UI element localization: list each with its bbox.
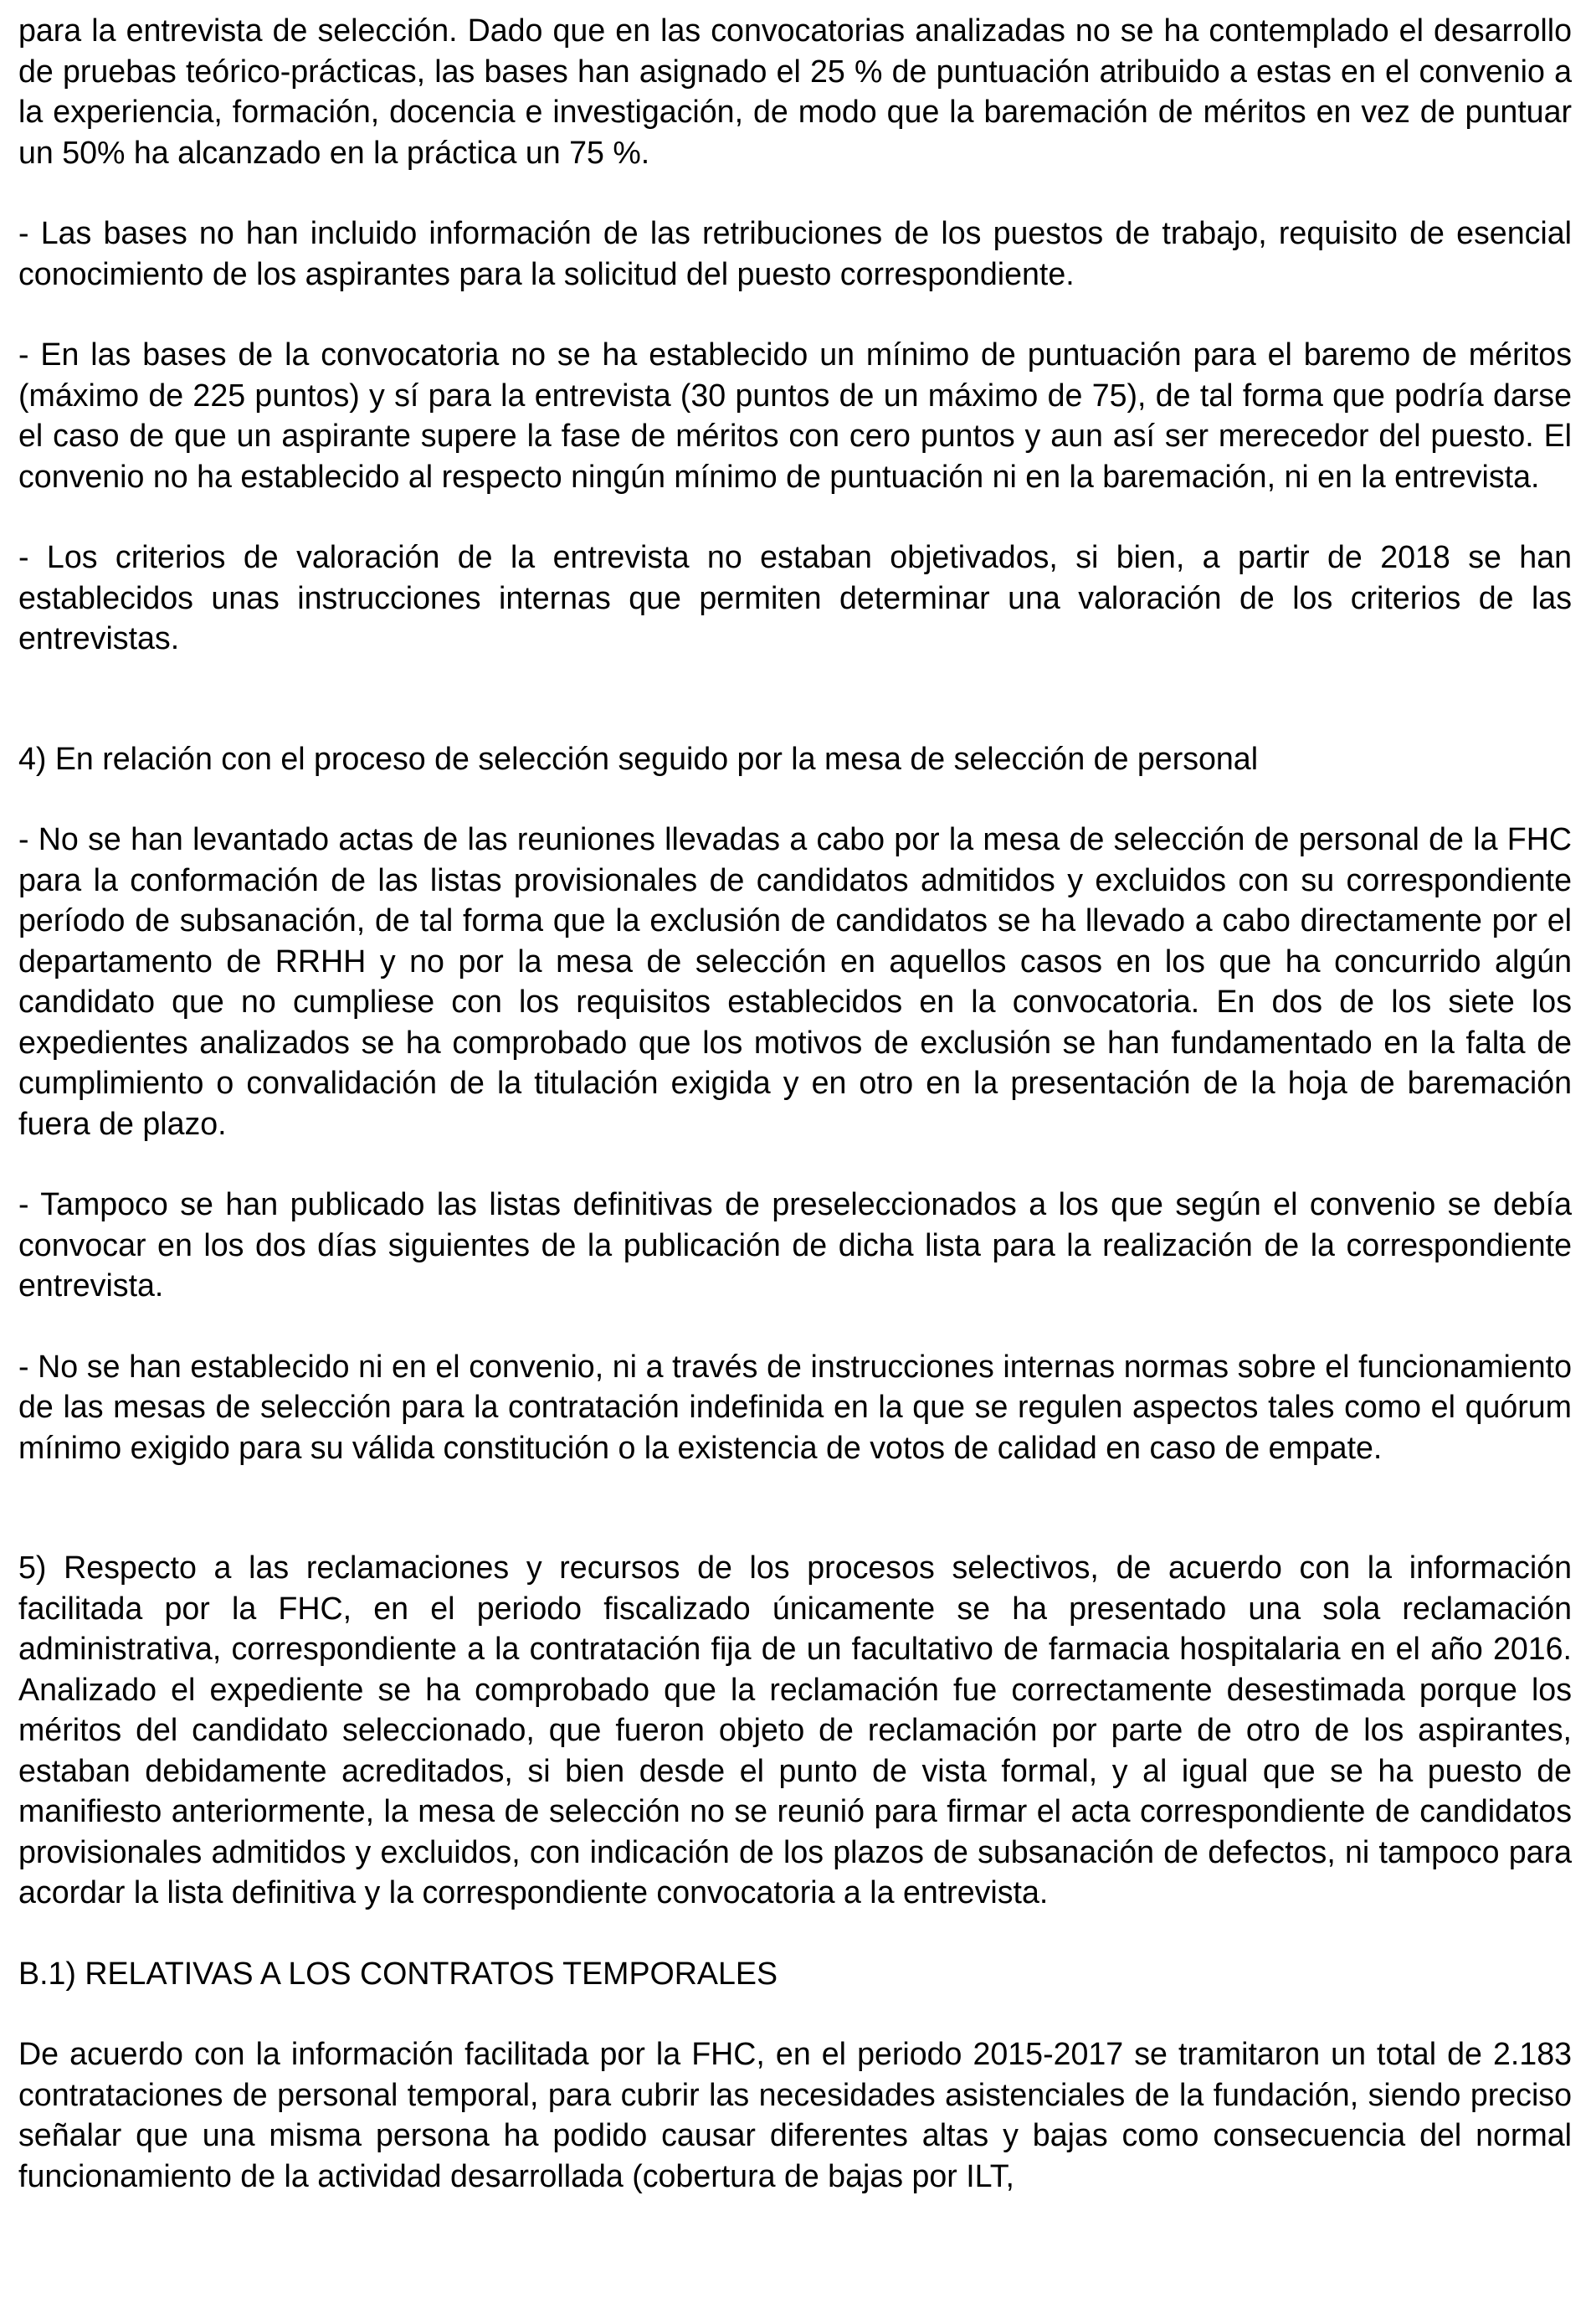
paragraph-criterios-valoracion: - Los criterios de valoración de la entrevista no estaban objetivados, si bien, a partir de 2018 se han establecidos unas instrucciones internas que permiten determinar una valoración de los criterios de las entrevistas. — [18, 539, 1572, 656]
section-heading-b1: B.1) RELATIVAS A LOS CONTRATOS TEMPORALES — [18, 1955, 778, 1991]
paragraph-listas-definitivas: - Tampoco se han publicado las listas definitivas de preseleccionados a los que según el convenio se debía convocar en los dos días siguientes de la publicación de dicha lista para la realización de la correspondiente entrevista. — [18, 1186, 1572, 1303]
paragraph-minimo-puntuacion: - En las bases de la convocatoria no se ha establecido un mínimo de puntuación para el baremo de méritos (máximo de 225 puntos) y sí para la entrevista (30 puntos de un máximo de 75), de tal forma que podría darse el caso de que un aspirante supere la fase de méritos con cero puntos y aun así ser merecedor del puesto. El convenio no ha establecido al respecto ningún mínimo de puntuación ni en la baremación, ni en la entrevista. — [18, 337, 1572, 494]
paragraph-reclamaciones: 5) Respecto a las reclamaciones y recursos de los procesos selectivos, de acuerdo con la información facilitada por la FHC, en el periodo fiscalizado únicamente se ha presentado una sola reclamación administrativa, correspondiente a la contratación fija de un facultativo de farmacia hospitalaria en el año 2016. Analizado el expediente se ha comprobado que la reclamación fue correctamente desestimada porque los méritos del candidato seleccionado, que fueron objeto de reclamación por parte de otro de los aspirantes, estaban debidamente acreditados, si bien desde el punto de vista formal, y al igual que se ha puesto de manifiesto anteriormente, la mesa de selección no se reunió para firmar el acta correspondiente de candidatos provisionales admitidos y excluidos, con indicación de los plazos de subsanación de defectos, ni tampoco para acordar la lista definitiva y la correspondiente convocatoria a la entrevista. — [18, 1550, 1572, 1910]
paragraph-retribuciones: - Las bases no han incluido información de las retribuciones de los puestos de trabajo, requisito de esencial conocimiento de los aspirantes para la solicitud del puesto correspondiente. — [18, 215, 1572, 291]
paragraph-funcionamiento-mesas: - No se han establecido ni en el convenio, ni a través de instrucciones internas normas sobre el funcionamiento de las mesas de selección para la contratación indefinida en la que se regulen aspectos tales como el quórum mínimo exigido para su válida constitución o la existencia de votos de calidad en caso de empate. — [18, 1348, 1572, 1465]
paragraph-actas-reuniones: - No se han levantado actas de las reuniones llevadas a cabo por la mesa de selección de personal de la FHC para la conformación de las listas provisionales de candidatos admitidos y excluidos con su correspondiente período de subsanación, de tal forma que la exclusión de candidatos se ha llevado a cabo directamente por el departamento de RRHH y no por la mesa de selección en aquellos casos en los que ha concurrido algún candidato que no cumpliese con los requisitos establecidos en la convocatoria. En dos de los siete los expedientes analizados se ha comprobado que los motivos de exclusión se han fundamentado en la falta de cumplimiento o convalidación de la titulación exigida y en otro en la presentación de la hoja de baremación fuera de plazo. — [18, 821, 1572, 1141]
document-page — [18, 10, 1572, 2196]
paragraph-contratos-temporales: De acuerdo con la información facilitada por la FHC, en el periodo 2015-2017 se tramitaron un total de 2.183 contrataciones de personal temporal, para cubrir las necesidades asistenciales de la fundación, siendo preciso señalar que una misma persona ha podido causar diferentes altas y bajas como consecuencia del normal funcionamiento de la actividad desarrollada (cobertura de bajas por ILT, — [18, 2036, 1572, 2193]
paragraph-entrevista-baremacion: para la entrevista de selección. Dado que en las convocatorias analizadas no se ha contemplado el desarrollo de pruebas teórico-prácticas, las bases han asignado el 25 % de puntuación atribuido a estas en el convenio a la experiencia, formación, docencia e investigación, de modo que la baremación de méritos en vez de puntuar un 50% ha alcanzado en la práctica un 75 %. — [18, 13, 1572, 170]
section-heading-4: 4) En relación con el proceso de selección seguido por la mesa de selección de personal — [18, 740, 1259, 776]
